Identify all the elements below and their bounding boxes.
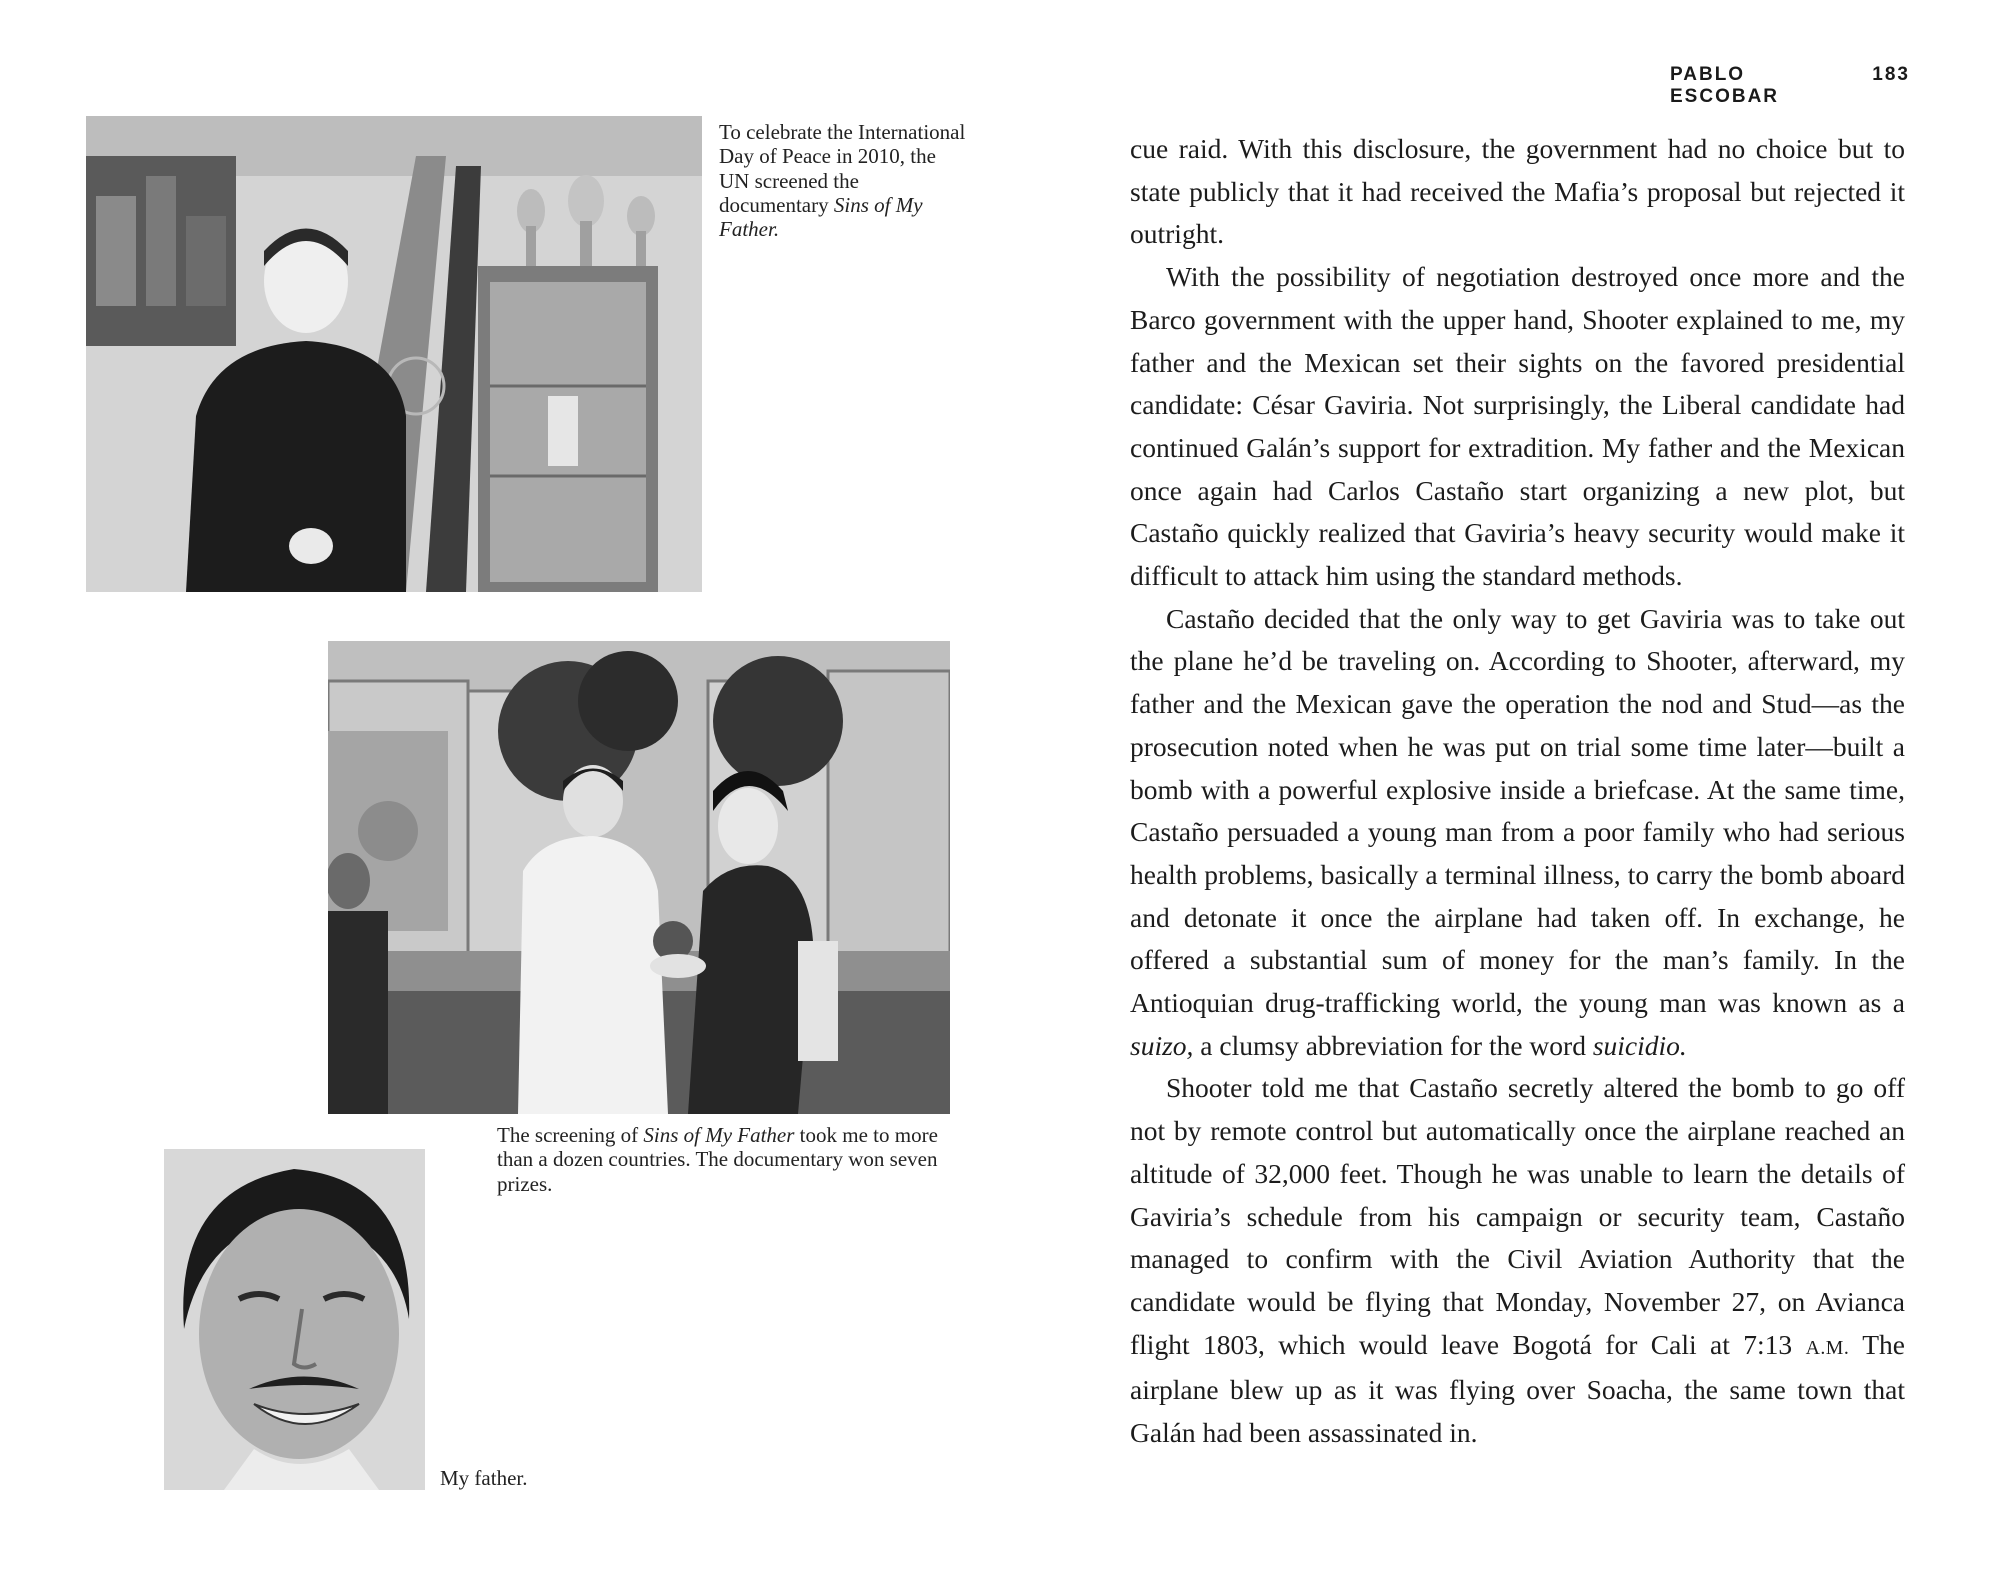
body-text xyxy=(1130,128,1905,1455)
caption-un-screening-title: Sins of My Father. xyxy=(719,193,923,242)
paragraph-4 xyxy=(1130,1067,1905,1454)
paragraph-1: cue raid. With this disclosure, the government had no choice but to state publicly that it had received the Mafia’s proposal but rejected it outright. xyxy=(1130,133,1905,250)
paragraph-3-italic-suicidio: suicidio. xyxy=(1592,1029,1687,1061)
paragraph-3-text-b: a clumsy abbreviation for the word xyxy=(1193,1029,1593,1061)
paragraph-3-italic-suizo: suizo, xyxy=(1130,1029,1194,1061)
photo-screening-event xyxy=(328,641,950,1114)
caption-screening-event-title: Sins of My Father xyxy=(643,1123,795,1147)
caption-screening-event xyxy=(497,1123,957,1196)
paragraph-3 xyxy=(1130,598,1905,1068)
caption-un-screening xyxy=(719,120,967,242)
page-number: 183 xyxy=(1872,64,1910,85)
caption-screening-event-text-b: took me to more than a dozen countries. The documentary won seven prizes. xyxy=(497,1123,938,1196)
photo-un-screening xyxy=(86,116,702,592)
running-head xyxy=(1670,64,1910,108)
caption-un-screening-text: To celebrate the International Day of Peace in 2010, the UN screened the documentary xyxy=(719,120,966,218)
paragraph-4-time: A.M. xyxy=(1805,1336,1850,1359)
photo-portrait-father xyxy=(164,1149,425,1490)
paragraph-4-text-b: The airplane blew up as it was flying over Soacha, the same town that Galán had been assassinated in. xyxy=(1130,1328,1905,1449)
running-head-title: PABLO ESCOBAR xyxy=(1670,64,1780,107)
caption-portrait-father: My father. xyxy=(440,1466,528,1490)
paragraph-2: With the possibility of negotiation destroyed once more and the Barco government with the upper hand, Shooter explained to me, my father and the Mexican set their sights on the favored presidential candidate: César Gaviria. Not surprisingly, the Liberal candidate had continued Galán’s support for extradition. My father and the Mexican once again had Carlos Castaño start organizing a new plot, but Castaño quickly realized that Gaviria’s heavy security would make it difficult to attack him using the standard methods. xyxy=(1130,261,1905,592)
paragraph-3-text-a: Castaño decided that the only way to get Gaviria was to take out the plane he’d be traveling on. According to Shooter, afterward, my father and the Mexican gave the operation the nod and Stud—as the prosecution noted when he was put on trial some time later—built a bomb with a powerful explosive inside a briefcase. At the same time, Castaño persuaded a young man from a poor family who had serious health problems, basically a terminal illness, to carry the bomb aboard and detonate it once the airplane had taken off. In exchange, he offered a substantial sum of money for the man’s family. In the Antioquian drug-trafficking world, the young man was known as a xyxy=(1130,602,1905,1019)
caption-screening-event-text-a: The screening of xyxy=(497,1123,644,1147)
paragraph-4-text-a: Shooter told me that Castaño secretly altered the bomb to go off not by remote control but automatically once the airplane reached an altitude of 32,000 feet. Though he was unable to learn the details of Gaviria’s schedule from his campaign or security team, Castaño managed to confirm with the Civil Aviation Authority that the candidate would be flying that Monday, November 27, on Avianca flight 1803, which would leave Bogotá for Cali at 7:13 xyxy=(1130,1072,1905,1360)
